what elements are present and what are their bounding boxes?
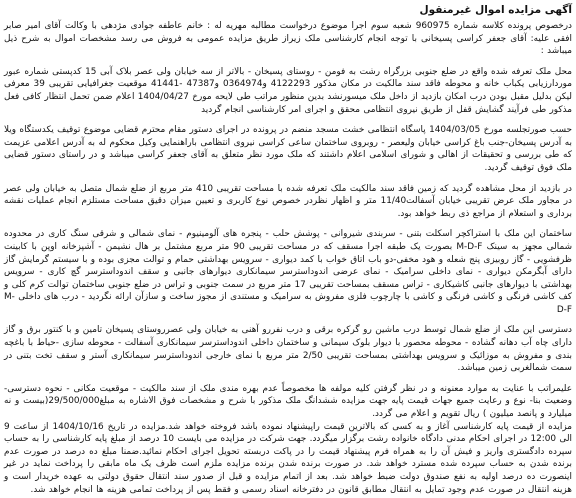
section-gap (4, 116, 572, 124)
access-description-paragraph: دسترسی این ملک از ضلع شمال توسط درب ماشین رو گرکره برقی و درب نفررو آهنی به خیابان ولی عصرروستای پسیخان تامین و با کنتور برق و گاز دارای چاه آب دهانه گشاده - محوطه محصور با دیوار بلوک سیمانی و ساختمان داخلی اندوداسترسر سیمانکاری آسفالت - محوطه سازی -حیاط با باغچه بندی و مفروش به موزائیک و سرویس بهداشتی بمساحت تقریبی 2/50 متر مربع با نمای خارجی اندوداسترسر سیمانکاری آستر و سقف تخت بتنی در سمت شمالغربی زمین میباشد. (4, 325, 572, 374)
site-inspection-paragraph: در بازدید از محل مشاهده گردید که زمین فاقد سند مالکیت ملک تعرفه شده با مساحت تقریبی 410 متر مربع از ضلع شمال متصل به خیابان ولی عصر در مجاور ملک عرض تقریبی خیابان آسفالت11/40 متر و اظهار نظردر خصوص نوع کاربری و تعیین میزان دقیق مساحت مستلزم انجام عملیات نقشه برداری و استعلام از مراجع ذی ربط خواهد بود. (4, 183, 572, 219)
auction-terms-paragraph: مزایده از قیمت پایه کارشناسی آغاز و به کسی که بالاترین قیمت راپیشنهاد نموده باشد فروخته خواهد شد.مزایده در تاریخ 1404/10/16 از ساعت 9 الی 12:00 در اجرای احکام مدنی دادگاه خانواده رشت برگزار میگردد. جهت شرکت در مزایده می بایست 10 درصد از مبلغ پایه کارشناسی را به حساب سپرده دادگستری واریز و فیش آن را به همراه فرم پیشنهاد قیمت را در پاکت دربسته تحویل اجرای احکام نمائید.ضمنا مبلغ ده درصد در صورت عدم برنده شدن به حساب سپرده شده مسترد خواهد شد. در صورت برنده شدن برنده مزایده ملزم است ظرف یک ماه مابقی را پرداخت نماید در غیر اینصورت ده درصد اولیه به نفع صندوق دولت ضبط خواهد شد. بعد از اتمام مزایده و قبل از صدور سند انتقال حقوق دولتی به عهده خریدار است و هزینه انتقال در صورت عدم وجود تمایل به انتقال مطابق قانون در دفترخانه اسناد رسمی و فقط پس از پرداخت تمامی هزینه ها انجام خواهد شد. (4, 421, 572, 495)
section-gap (4, 175, 572, 183)
section-gap (4, 220, 572, 228)
section-gap (4, 375, 572, 383)
notice-title: آگهی مزایده اموال غیرمنقول (419, 4, 572, 16)
section-gap (4, 316, 572, 324)
building-description-paragraph: ساختمان این ملک با استراکچر اسکلت بتنی - سربندی شیروانی - پوشش حلب - پنجره های آلومینیوم - نمای شمالی و شرقی سنگ کاری در محدوده شمالی مجهز به سینک M-D-F بصورت یک طبقه اجرا مسقف که در مساحت تقریبی 90 متر مربع مشتمل بر هال نشیمن - آشپزخانه اوپن با کابینت ظرفشویی - گاز روبیزی پنج شعله و هود مخفی-دو باب اتاق خواب با کمد دیواری - سرویس بهداشتی حمام و توالت مجزی بوده و با سیستم گرمایش گاز دارای آبگرمکن دیواری - نمای داخلی سرامیک - نمای عرضی اندوداسترسر سیمانکاری دیوارهای جانبی و سقف اندوداسترسر گچ کاری - سرویس بهداشتی با دیوارهای جانبی کاشیکاری - تراس مسقف بمساحت تقریبی 17 متر مربع در سمت جنوبی و تراس در ضلع جنوبی ساختمان توالت کرم کلی و کف کاشی فرنگی و کاشی فرنگی و کاشی با چارچوب فلزی مفروش به سرامیک و مستندی از مجوز ساخت و سازآن ارائه نگردید - درب های داخلی M-D-F (4, 229, 573, 315)
property-location-paragraph: محل ملک تعرفه شده واقع در ضلع جنوبی بزرگراه رشت به فومن - روستای پسیخان - بالاتر از سه خیابان ولی عصر بلاک آبی 15 کدپستی شماره عبور موردارزیابی یکباب خانه و محوطه فاقد سند مالکیت در مکان مذکور 4122293 و0364974 و47387 -41441 موقعیت جغرافیایی تقریبی 39 معرفی لیکن بدلیل مقبل بودن درب امکان بازدید از داخل ملک میسورنشد بدین منظور مراتب طی لایحه مورخ 1404/04/27 اعلام ضمن تحمل انتظار کافی فعل مذکور طی فرآیند گشایش قفل از طریق نیروی انتظامی محقق و اجرای امر کارشناسی انجام گردید (4, 66, 573, 115)
seizure-report-paragraph: حسب صورتجلسه مورخ 1404/03/05 پاسگاه انتظامی خشت مسجد منضم در پرونده در اجرای دستور مقام محترم قضایی موضوع توقیف یکدستگاه ویلا به آدرس پسیخان-جنب باغ کراسی خیابان ولیعصر - روبروی ساختمان ساعی کراسی نیروی انتظامی باراهنمایی وکیل محکوم له به آدرس اعلامی عزیمت که طی بررسی و تحقیقات از اهالی و شورای اسلامی اعلام داشتند که ملک مورد نظر متعلق به آقای جعفر کراسی میباشد و در راستای دستور قضایی ملک فوق توقیف گردید. (4, 125, 573, 173)
section-gap (4, 58, 572, 66)
case-intro-paragraph: درخصوص پرونده کلاسه شماره 960975 شعبه سوم اجرا موضوع درخواست مطالبه مهریه له : خانم عاطفه جوادی مژدهی با وکالت آقای امیر صابر افقی علیه: آقای جعفر کراسی پسیخانی با توجه انجام کارشناسی ملک زیراز طریق مزایده عمومی به فروش می رسد مشخصات اموال به شرح ذیل میباشد : (4, 21, 572, 57)
valuation-paragraph: علیمراتب با عنایت به موارد معنونه و در نظر گرفتن کلیه مولفه ها مخصوصاً عدم بهره مندی ملک از سند مالکیت - موقعیت مکانی - نحوه دسترسی- وضعیت بنا- نوع و رعایت جمیع جهات قیمت پایه جهت مزایده ششدانگ ملک مذکور با شرح و مشخصات فوق الاشاره به مبلغ29/500/000(بیست و نه میلیارد و پانصد میلیون ) ریال تقویم و اعلام می گردد. (4, 383, 572, 420)
